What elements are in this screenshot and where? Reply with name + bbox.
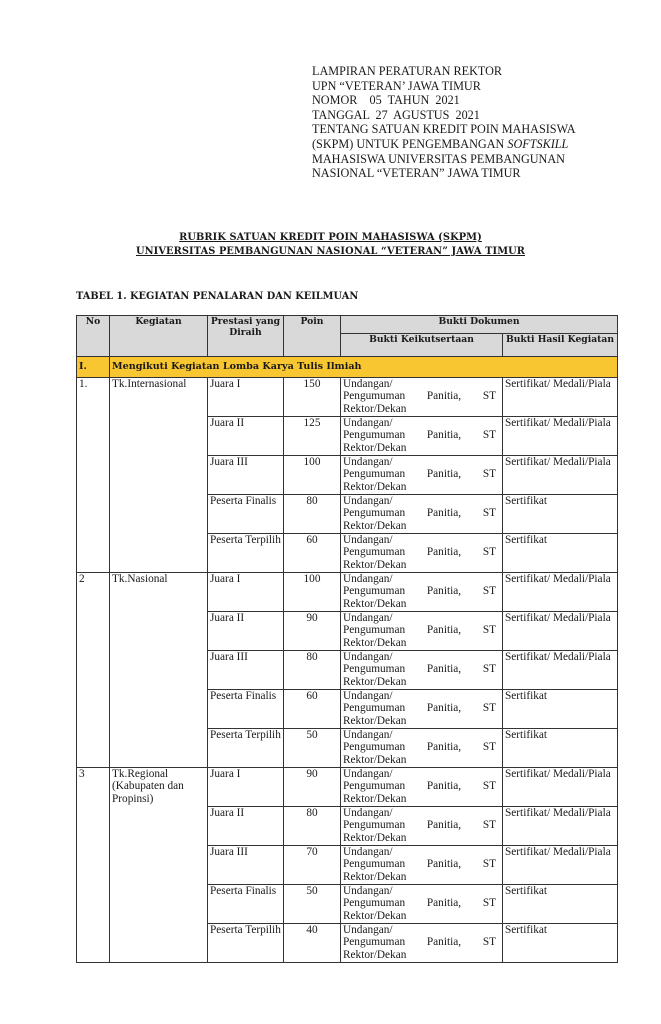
- section-title: Mengikuti Kegiatan Lomba Karya Tulis Ilmiah: [110, 357, 618, 378]
- bukti-line: [343, 390, 500, 402]
- bukti-word: ST: [482, 780, 496, 793]
- row-bukti-hasil: Sertifikat: [503, 729, 618, 768]
- bukti-line: [343, 936, 500, 948]
- bukti-word: ST: [482, 390, 496, 403]
- bukti-line: Rektor/Dekan: [343, 753, 407, 766]
- table-row: [77, 768, 618, 807]
- row-poin: 50: [284, 729, 341, 768]
- bukti-word: Panitia,: [426, 936, 462, 949]
- rubrik-title-line-1: RUBRIK SATUAN KREDIT POIN MAHASISWA (SKPM): [179, 232, 482, 243]
- row-bukti-hasil: Sertifikat: [503, 495, 618, 534]
- row-bukti-hasil: Sertifikat: [503, 534, 618, 573]
- lampiran-line: NASIONAL “VETERAN” JAWA TIMUR: [312, 166, 521, 181]
- bukti-word: Panitia,: [426, 819, 462, 832]
- bukti-word: Panitia,: [426, 897, 462, 910]
- bukti-line: Rektor/Dekan: [343, 519, 407, 532]
- bukti-line: [343, 624, 500, 636]
- bukti-word: Pengumuman: [343, 390, 406, 403]
- row-poin: 100: [284, 573, 341, 612]
- bukti-line: Undangan/: [343, 807, 393, 819]
- bukti-line: Undangan/: [343, 768, 393, 780]
- row-prestasi: Peserta Terpilih: [208, 534, 284, 573]
- row-poin: 40: [284, 924, 341, 963]
- table-row: [77, 378, 618, 417]
- header-bukti-hasil: Bukti Hasil Kegiatan: [503, 334, 618, 357]
- bukti-word: ST: [482, 585, 496, 598]
- row-prestasi: Peserta Finalis: [208, 885, 284, 924]
- section-no: I.: [77, 357, 110, 378]
- row-bukti-keikutsertaan: [341, 495, 503, 534]
- bukti-word: Panitia,: [426, 390, 462, 403]
- row-poin: 90: [284, 612, 341, 651]
- lampiran-line: UPN “VETERAN’ JAWA TIMUR: [312, 78, 481, 93]
- bukti-word: Pengumuman: [343, 507, 406, 520]
- row-no: 3: [77, 768, 110, 963]
- header-kegiatan: Kegiatan: [110, 316, 208, 357]
- row-bukti-keikutsertaan: [341, 807, 503, 846]
- bukti-word: Pengumuman: [343, 546, 406, 559]
- bukti-word: Panitia,: [426, 546, 462, 559]
- bukti-word: ST: [482, 468, 496, 481]
- row-prestasi: Peserta Terpilih: [208, 924, 284, 963]
- row-bukti-hasil: Sertifikat/ Medali/Piala: [503, 846, 618, 885]
- bukti-line: Rektor/Dekan: [343, 402, 407, 415]
- header-no: No: [77, 316, 110, 357]
- bukti-word: Panitia,: [426, 624, 462, 637]
- row-bukti-keikutsertaan: [341, 729, 503, 768]
- rubrik-title-line-2: UNIVERSITAS PEMBANGUNAN NASIONAL “VETERAN” JAWA TIMUR: [135, 246, 526, 257]
- row-poin: 80: [284, 495, 341, 534]
- bukti-word: Panitia,: [426, 468, 462, 481]
- skpm-table: [76, 315, 618, 963]
- bukti-word: ST: [482, 858, 496, 871]
- table-row: [77, 573, 618, 612]
- bukti-line: Undangan/: [343, 417, 393, 429]
- bukti-line: [343, 507, 500, 519]
- row-bukti-hasil: Sertifikat/ Medali/Piala: [503, 807, 618, 846]
- bukti-word: ST: [482, 507, 496, 520]
- bukti-word: Pengumuman: [343, 897, 406, 910]
- header-bukti-keikutsertaan: Bukti Keikutsertaan: [341, 334, 503, 357]
- bukti-word: Panitia,: [426, 663, 462, 676]
- bukti-word: Panitia,: [426, 507, 462, 520]
- bukti-word: Panitia,: [426, 429, 462, 442]
- bukti-word: ST: [482, 702, 496, 715]
- header-bukti-dokumen: Bukti Dokumen: [341, 316, 618, 334]
- row-poin: 50: [284, 885, 341, 924]
- bukti-line: Rektor/Dekan: [343, 675, 407, 688]
- row-bukti-hasil: Sertifikat/ Medali/Piala: [503, 417, 618, 456]
- bukti-line: Rektor/Dekan: [343, 909, 407, 922]
- header-prestasi: Prestasi yang Diraih: [208, 316, 284, 357]
- row-prestasi: Juara III: [208, 651, 284, 690]
- bukti-word: Panitia,: [426, 780, 462, 793]
- row-prestasi: Juara I: [208, 378, 284, 417]
- bukti-line: Rektor/Dekan: [343, 441, 407, 454]
- bukti-line: [343, 429, 500, 441]
- row-prestasi: Juara II: [208, 807, 284, 846]
- section-row: [77, 357, 618, 378]
- row-poin: 90: [284, 768, 341, 807]
- bukti-word: Pengumuman: [343, 429, 406, 442]
- bukti-line: [343, 546, 500, 558]
- row-prestasi: Juara II: [208, 417, 284, 456]
- bukti-line: [343, 858, 500, 870]
- bukti-line: Rektor/Dekan: [343, 714, 407, 727]
- row-bukti-keikutsertaan: [341, 612, 503, 651]
- bukti-line: Rektor/Dekan: [343, 636, 407, 649]
- bukti-word: ST: [482, 663, 496, 676]
- row-poin: 60: [284, 690, 341, 729]
- row-prestasi: Juara III: [208, 846, 284, 885]
- bukti-word: Pengumuman: [343, 663, 406, 676]
- lampiran-line-text: (SKPM) UNTUK PENGEMBANGAN: [312, 136, 508, 151]
- bukti-line: [343, 663, 500, 675]
- row-bukti-keikutsertaan: [341, 534, 503, 573]
- row-bukti-keikutsertaan: [341, 885, 503, 924]
- bukti-line: [343, 702, 500, 714]
- row-bukti-hasil: Sertifikat: [503, 690, 618, 729]
- row-bukti-keikutsertaan: [341, 378, 503, 417]
- row-bukti-hasil: Sertifikat/ Medali/Piala: [503, 378, 618, 417]
- row-bukti-keikutsertaan: [341, 846, 503, 885]
- row-bukti-keikutsertaan: [341, 456, 503, 495]
- bukti-word: Panitia,: [426, 741, 462, 754]
- bukti-word: ST: [482, 819, 496, 832]
- lampiran-line: TANGGAL 27 AGUSTUS 2021: [312, 107, 480, 122]
- bukti-line: Undangan/: [343, 729, 393, 741]
- row-poin: 70: [284, 846, 341, 885]
- bukti-line: [343, 819, 500, 831]
- row-prestasi: Juara II: [208, 612, 284, 651]
- bukti-line: Rektor/Dekan: [343, 597, 407, 610]
- bukti-word: Pengumuman: [343, 858, 406, 871]
- row-bukti-keikutsertaan: [341, 651, 503, 690]
- row-bukti-keikutsertaan: [341, 690, 503, 729]
- bukti-line: Undangan/: [343, 612, 393, 624]
- bukti-line: [343, 585, 500, 597]
- row-prestasi: Peserta Finalis: [208, 495, 284, 534]
- header-poin: Poin: [284, 316, 341, 357]
- bukti-word: Pengumuman: [343, 702, 406, 715]
- row-bukti-hasil: Sertifikat/ Medali/Piala: [503, 768, 618, 807]
- bukti-word: ST: [482, 936, 496, 949]
- lampiran-line: [312, 137, 652, 152]
- row-poin: 150: [284, 378, 341, 417]
- row-bukti-hasil: Sertifikat: [503, 885, 618, 924]
- row-no: 2: [77, 573, 110, 768]
- lampiran-line: TENTANG SATUAN KREDIT POIN MAHASISWA: [312, 122, 576, 137]
- bukti-word: ST: [482, 546, 496, 559]
- row-no: 1.: [77, 378, 110, 573]
- bukti-word: Pengumuman: [343, 624, 406, 637]
- row-bukti-hasil: Sertifikat/ Medali/Piala: [503, 573, 618, 612]
- bukti-line: Rektor/Dekan: [343, 792, 407, 805]
- bukti-word: Pengumuman: [343, 741, 406, 754]
- bukti-line: Undangan/: [343, 534, 393, 546]
- bukti-word: ST: [482, 741, 496, 754]
- bukti-line: [343, 468, 500, 480]
- row-prestasi: Peserta Finalis: [208, 690, 284, 729]
- row-poin: 60: [284, 534, 341, 573]
- lampiran-line: NOMOR 05 TAHUN 2021: [312, 93, 460, 108]
- bukti-word: Pengumuman: [343, 819, 406, 832]
- row-prestasi: Juara III: [208, 456, 284, 495]
- bukti-line: Rektor/Dekan: [343, 480, 407, 493]
- row-bukti-keikutsertaan: [341, 924, 503, 963]
- row-prestasi: Juara I: [208, 573, 284, 612]
- row-poin: 80: [284, 651, 341, 690]
- bukti-line: [343, 780, 500, 792]
- bukti-line: Undangan/: [343, 885, 393, 897]
- row-prestasi: Peserta Terpilih: [208, 729, 284, 768]
- lampiran-header: [312, 64, 652, 181]
- bukti-line: Rektor/Dekan: [343, 948, 407, 961]
- row-bukti-hasil: Sertifikat/ Medali/Piala: [503, 651, 618, 690]
- bukti-line: Rektor/Dekan: [343, 831, 407, 844]
- bukti-line: Undangan/: [343, 456, 393, 468]
- row-bukti-hasil: Sertifikat/ Medali/Piala: [503, 456, 618, 495]
- row-kegiatan: Tk.Internasional: [110, 378, 208, 573]
- row-poin: 100: [284, 456, 341, 495]
- bukti-line: Undangan/: [343, 846, 393, 858]
- bukti-word: Panitia,: [426, 702, 462, 715]
- bukti-word: Pengumuman: [343, 585, 406, 598]
- row-kegiatan: Tk.Regional (Kabupaten dan Propinsi): [110, 768, 208, 963]
- row-bukti-keikutsertaan: [341, 417, 503, 456]
- row-poin: 125: [284, 417, 341, 456]
- bukti-line: Rektor/Dekan: [343, 558, 407, 571]
- lampiran-line: LAMPIRAN PERATURAN REKTOR: [312, 64, 503, 78]
- table-title: TABEL 1. KEGIATAN PENALARAN DAN KEILMUAN: [76, 291, 359, 302]
- bukti-line: Undangan/: [343, 924, 393, 936]
- bukti-line: Undangan/: [343, 690, 393, 702]
- row-bukti-keikutsertaan: [341, 768, 503, 807]
- row-poin: 80: [284, 807, 341, 846]
- row-bukti-hasil: Sertifikat: [503, 924, 618, 963]
- bukti-word: Panitia,: [426, 858, 462, 871]
- bukti-line: Rektor/Dekan: [343, 870, 407, 883]
- bukti-line: [343, 741, 500, 753]
- bukti-line: Undangan/: [343, 378, 393, 390]
- bukti-line: [343, 897, 500, 909]
- lampiran-line: MAHASISWA UNIVERSITAS PEMBANGUNAN: [312, 151, 565, 166]
- softskill-italic: SOFTSKILL: [507, 136, 569, 151]
- row-bukti-hasil: Sertifikat/ Medali/Piala: [503, 612, 618, 651]
- bukti-line: Undangan/: [343, 651, 393, 663]
- bukti-word: ST: [482, 624, 496, 637]
- bukti-line: Undangan/: [343, 573, 393, 585]
- bukti-line: Undangan/: [343, 495, 393, 507]
- bukti-word: Pengumuman: [343, 936, 406, 949]
- bukti-word: Pengumuman: [343, 780, 406, 793]
- bukti-word: Pengumuman: [343, 468, 406, 481]
- row-prestasi: Juara I: [208, 768, 284, 807]
- bukti-word: ST: [482, 897, 496, 910]
- bukti-word: Panitia,: [426, 585, 462, 598]
- bukti-word: ST: [482, 429, 496, 442]
- row-kegiatan: Tk.Nasional: [110, 573, 208, 768]
- row-bukti-keikutsertaan: [341, 573, 503, 612]
